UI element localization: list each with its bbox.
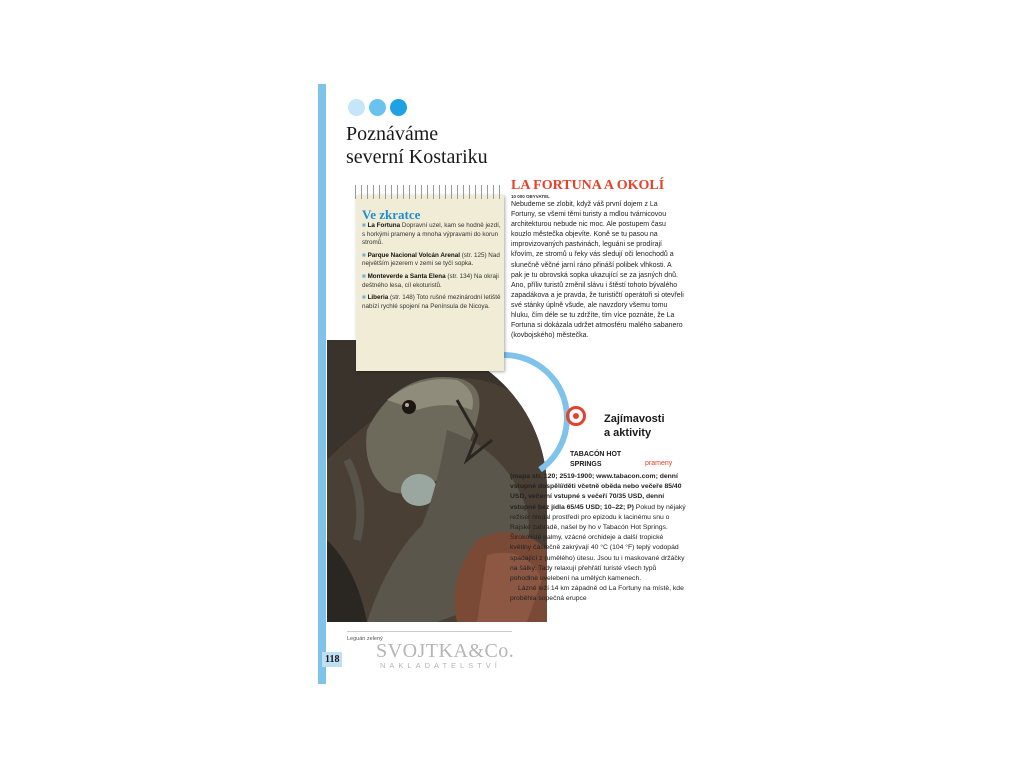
logo-sub-text: NAKLADATELSTVÍ [380,661,501,670]
page-spine-stripe [318,84,326,684]
entry-name: TABACÓN HOT SPRINGS [570,451,622,468]
entry-info: (mapa str. 120; 2519-1900; www.tabacon.com; denní vstupné dospělí/děti včetně oběda nebo večeře 85/40 USD, večerní vstupné s večeří 70/35 USD, denní vstupné bez jídla 65/45 USD; 10–22; P) [510,473,682,511]
entry-category-tag: prameny [645,460,673,467]
summary-item-name: Parque Nacional Volcán Arenal [367,251,460,259]
publisher-watermark-logo [376,640,516,686]
attractions-title-line2: a aktivity [604,427,652,439]
summary-item [362,252,502,269]
chapter-title-line1: Poznáváme [346,123,439,145]
section-paragraph: Nebudeme se zlobit, když váš první dojem z La Fortuny, se všemi těmi turisty a mdlou tvárnicovou architekturou nebude nic moc. Ale postupem času kouzlo městečka objevíte. Koně se tu pasou na improvizovaných pastvinách, leguáni se prodírají křovím, ze stromů u řeky vás sledují oči lenochodů a slunečně věčné jarní ráno přináší polibek vlhkosti. A pak je tu obrovská sopka ukazující se za jasných dnů. Ano, příliv turistů změnil slávu i štěstí tohoto bývalého zapadákova a je pravda, že turističtí operátoři si otevřeli své stánky úplně všude, ale navzdory všemu tomu hluku, čím déle se tu zdržíte, tím více poznáte, že La Fortuna si dokázala udržet atmosféru malého sabanero (kovbojského) městečka. [511,201,684,340]
photo-caption: Leguán zelený [347,636,383,642]
chapter-title [346,123,488,169]
summary-item-text: Dopravní uzel, kam se hodně jezdí, s horkými prameny a mnoha výpravami do korun stromů. [362,222,501,247]
attractions-target-icon [566,406,586,426]
dot-dark [390,99,407,116]
summary-item-text: (str. 148) Toto rušné mezinárodní letiště nabízí rychlé spojení na Península de Nicoya. [362,294,501,310]
attractions-title [604,412,665,440]
entry-description-2: Lázně leží 14 km západně od La Fortuny na místě, kde proběhla sopečná erupce [510,585,684,603]
summary-item [362,222,502,248]
chapter-dots [348,99,407,116]
summary-card-list [362,222,502,315]
entry-description: Pokud by nějaký režisér hledal prostředí pro epizodu k lacinému snu o Rajské zahradě, našel by ho v Tabacón Hot Springs. Širokolisté palmy, vzácné orchideje a další tropické květiny částečně zakrývají 40 °C (104 °F) teplý vodopád spadající z (umělého) útesu. Jsou tu i maskované držáčky na šálky. Tady relaxují přehřátí turisté všech typů pohodlně uvelebení na umělých kamenech. [510,503,686,583]
summary-item-name: Liberia [367,294,389,302]
population-label: 10 000 OBYVATEL [511,194,550,199]
summary-item [362,294,502,311]
logo-main-text: SVOJTKA&Co. [376,640,515,662]
summary-item [362,273,502,290]
bullet-icon: ■ [362,294,368,302]
page-number: 118 [322,652,342,667]
section-title: LA FORTUNA A OKOLÍ [511,178,665,193]
caption-divider [347,631,512,632]
bullet-icon: ■ [362,272,368,280]
summary-item-text: (str. 125) Nad největším jezerem v zemi se tyčí sopka. [362,251,500,268]
attractions-title-line1: Zajímavosti [604,413,665,425]
bullet-icon: ■ [362,251,368,259]
dot-light [348,99,365,116]
summary-item-name: Monteverde a Santa Elena [367,272,446,280]
entry-body [510,472,686,605]
summary-card-heading: Ve zkratce [362,207,421,222]
summary-item-text: (str. 134) Na okraji deštného lesa, cíl ekoturistů. [362,272,499,289]
dot-mid [369,99,386,116]
chapter-title-line2: severní Kostariku [346,146,488,168]
card-spiral-binding [351,185,501,199]
summary-item-name: La Fortuna [367,222,401,229]
bullet-icon: ■ [362,222,368,229]
